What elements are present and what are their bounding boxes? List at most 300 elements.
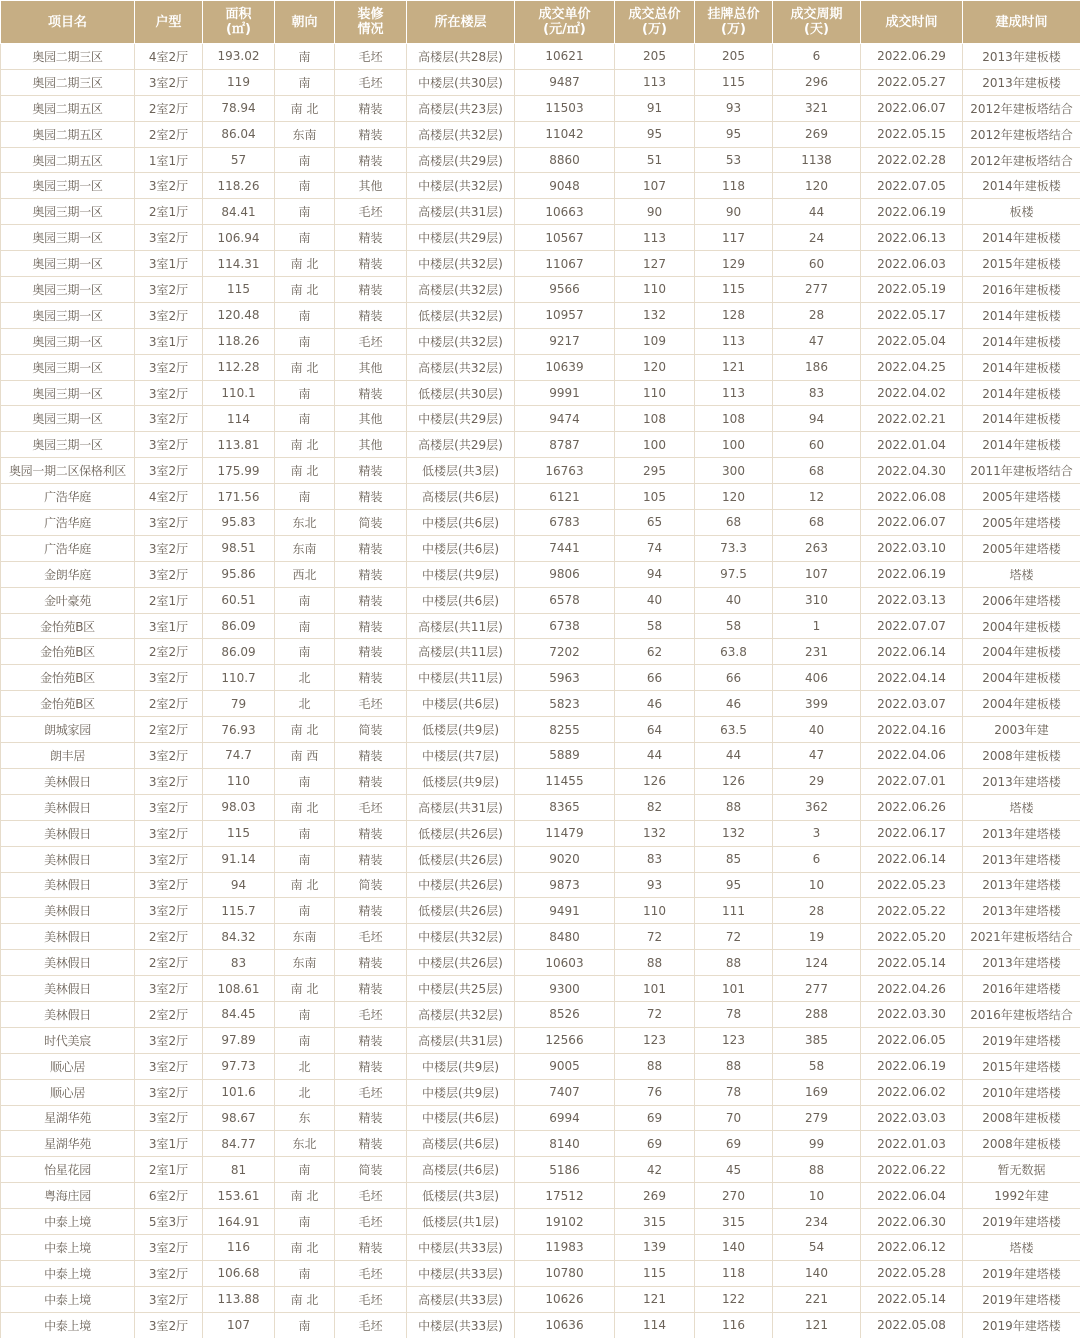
deal-date-cell: 2022.05.27 <box>861 69 963 95</box>
decoration-cell: 毛坯 <box>335 199 407 225</box>
layout-cell: 3室2厅 <box>135 1286 203 1312</box>
table-row <box>1 898 1080 924</box>
orientation-cell: 南 <box>275 44 335 70</box>
deal-date-cell: 2022.06.05 <box>861 1027 963 1053</box>
deal-date-cell: 2022.06.19 <box>861 561 963 587</box>
table-row <box>1 846 1080 872</box>
area-cell: 115.7 <box>203 898 275 924</box>
layout-cell: 3室2厅 <box>135 768 203 794</box>
deal-date-cell: 2022.06.04 <box>861 1183 963 1209</box>
listing-price-cell: 140 <box>695 1234 773 1260</box>
table-row <box>1 484 1080 510</box>
unit-price-cell: 10636 <box>515 1312 615 1338</box>
table-row <box>1 1027 1080 1053</box>
table-row <box>1 458 1080 484</box>
table-row <box>1 639 1080 665</box>
project-name-cell: 奥园三期一区 <box>1 380 135 406</box>
build-time-cell: 2014年建板楼 <box>963 173 1080 199</box>
build-time-cell: 1992年建 <box>963 1183 1080 1209</box>
total-price-cell: 72 <box>615 924 695 950</box>
total-price-cell: 139 <box>615 1234 695 1260</box>
deal-cycle-cell: 47 <box>773 328 861 354</box>
decoration-cell: 简装 <box>335 872 407 898</box>
project-name-cell: 粤海庄园 <box>1 1183 135 1209</box>
build-time-cell: 2012年建板塔结合 <box>963 147 1080 173</box>
orientation-cell: 东北 <box>275 1131 335 1157</box>
total-price-cell: 72 <box>615 1001 695 1027</box>
orientation-cell: 南 北 <box>275 1183 335 1209</box>
area-cell: 98.51 <box>203 535 275 561</box>
listing-price-cell: 101 <box>695 976 773 1002</box>
deal-date-cell: 2022.04.16 <box>861 717 963 743</box>
orientation-cell: 南 <box>275 199 335 225</box>
unit-price-cell: 17512 <box>515 1183 615 1209</box>
layout-cell: 2室2厅 <box>135 924 203 950</box>
decoration-cell: 毛坯 <box>335 328 407 354</box>
floor-cell: 中楼层(共25层) <box>407 976 515 1002</box>
area-cell: 108.61 <box>203 976 275 1002</box>
project-name-cell: 时代美宸 <box>1 1027 135 1053</box>
deal-cycle-cell: 99 <box>773 1131 861 1157</box>
total-price-cell: 46 <box>615 691 695 717</box>
header-row <box>1 1 1080 44</box>
deal-date-cell: 2022.05.28 <box>861 1260 963 1286</box>
area-cell: 153.61 <box>203 1183 275 1209</box>
deal-cycle-cell: 269 <box>773 121 861 147</box>
deal-cycle-cell: 231 <box>773 639 861 665</box>
table-row <box>1 950 1080 976</box>
layout-cell: 3室2厅 <box>135 225 203 251</box>
project-name-cell: 朗城家园 <box>1 717 135 743</box>
decoration-cell: 精装 <box>335 302 407 328</box>
decoration-cell: 毛坯 <box>335 69 407 95</box>
unit-price-cell: 9873 <box>515 872 615 898</box>
area-cell: 113.88 <box>203 1286 275 1312</box>
orientation-cell: 东南 <box>275 950 335 976</box>
listing-price-cell: 85 <box>695 846 773 872</box>
area-cell: 115 <box>203 820 275 846</box>
orientation-cell: 北 <box>275 1079 335 1105</box>
build-time-cell: 2013年建板楼 <box>963 69 1080 95</box>
deal-date-cell: 2022.07.05 <box>861 173 963 199</box>
area-cell: 97.89 <box>203 1027 275 1053</box>
floor-cell: 高楼层(共31层) <box>407 1027 515 1053</box>
deal-cycle-cell: 10 <box>773 872 861 898</box>
deal-cycle-cell: 19 <box>773 924 861 950</box>
layout-cell: 3室2厅 <box>135 820 203 846</box>
decoration-cell: 精装 <box>335 898 407 924</box>
unit-price-cell: 6738 <box>515 613 615 639</box>
unit-price-cell: 8787 <box>515 432 615 458</box>
total-price-cell: 114 <box>615 1312 695 1338</box>
area-cell: 86.09 <box>203 639 275 665</box>
unit-price-cell: 9491 <box>515 898 615 924</box>
total-price-cell: 109 <box>615 328 695 354</box>
decoration-cell: 毛坯 <box>335 1286 407 1312</box>
project-name-cell: 美林假日 <box>1 898 135 924</box>
decoration-cell: 精装 <box>335 147 407 173</box>
table-row <box>1 768 1080 794</box>
listing-price-cell: 95 <box>695 872 773 898</box>
table-row <box>1 665 1080 691</box>
listing-price-cell: 78 <box>695 1001 773 1027</box>
total-price-cell: 66 <box>615 665 695 691</box>
floor-cell: 高楼层(共32层) <box>407 121 515 147</box>
deal-cycle-cell: 28 <box>773 898 861 924</box>
area-cell: 76.93 <box>203 717 275 743</box>
unit-price-cell: 10780 <box>515 1260 615 1286</box>
unit-price-cell: 11042 <box>515 121 615 147</box>
floor-cell: 中楼层(共32层) <box>407 251 515 277</box>
unit-price-cell: 8526 <box>515 1001 615 1027</box>
header-total-price: 成交总价 (万) <box>615 1 695 44</box>
area-cell: 98.67 <box>203 1105 275 1131</box>
listing-price-cell: 46 <box>695 691 773 717</box>
floor-cell: 高楼层(共32层) <box>407 277 515 303</box>
table-row <box>1 820 1080 846</box>
decoration-cell: 精装 <box>335 846 407 872</box>
deal-date-cell: 2022.06.19 <box>861 1053 963 1079</box>
build-time-cell: 2004年建板楼 <box>963 665 1080 691</box>
total-price-cell: 88 <box>615 1053 695 1079</box>
project-name-cell: 中泰上境 <box>1 1260 135 1286</box>
unit-price-cell: 8365 <box>515 794 615 820</box>
build-time-cell: 2005年建塔楼 <box>963 510 1080 536</box>
orientation-cell: 南 <box>275 69 335 95</box>
table-row <box>1 1001 1080 1027</box>
decoration-cell: 其他 <box>335 354 407 380</box>
build-time-cell: 暂无数据 <box>963 1157 1080 1183</box>
listing-price-cell: 88 <box>695 794 773 820</box>
decoration-cell: 精装 <box>335 1234 407 1260</box>
deal-date-cell: 2022.05.04 <box>861 328 963 354</box>
project-name-cell: 中泰上境 <box>1 1209 135 1235</box>
orientation-cell: 南 北 <box>275 1286 335 1312</box>
deal-cycle-cell: 60 <box>773 432 861 458</box>
decoration-cell: 精装 <box>335 639 407 665</box>
layout-cell: 3室2厅 <box>135 1053 203 1079</box>
floor-cell: 高楼层(共6层) <box>407 1157 515 1183</box>
unit-price-cell: 8480 <box>515 924 615 950</box>
build-time-cell: 2005年建塔楼 <box>963 535 1080 561</box>
orientation-cell: 南 北 <box>275 872 335 898</box>
layout-cell: 6室2厅 <box>135 1183 203 1209</box>
table-row <box>1 95 1080 121</box>
deal-cycle-cell: 83 <box>773 380 861 406</box>
build-time-cell: 2014年建板楼 <box>963 432 1080 458</box>
build-time-cell: 2019年建塔楼 <box>963 1286 1080 1312</box>
area-cell: 95.86 <box>203 561 275 587</box>
header-deal-date: 成交时间 <box>861 1 963 44</box>
area-cell: 113.81 <box>203 432 275 458</box>
listing-price-cell: 300 <box>695 458 773 484</box>
area-cell: 86.09 <box>203 613 275 639</box>
total-price-cell: 91 <box>615 95 695 121</box>
project-name-cell: 中泰上境 <box>1 1312 135 1338</box>
layout-cell: 2室2厅 <box>135 121 203 147</box>
area-cell: 91.14 <box>203 846 275 872</box>
unit-price-cell: 8140 <box>515 1131 615 1157</box>
layout-cell: 2室2厅 <box>135 95 203 121</box>
table-row <box>1 328 1080 354</box>
deal-date-cell: 2022.06.07 <box>861 510 963 536</box>
project-name-cell: 美林假日 <box>1 768 135 794</box>
layout-cell: 2室1厅 <box>135 199 203 225</box>
orientation-cell: 南 <box>275 302 335 328</box>
deal-date-cell: 2022.02.21 <box>861 406 963 432</box>
build-time-cell: 2019年建塔楼 <box>963 1027 1080 1053</box>
project-name-cell: 奥园三期一区 <box>1 225 135 251</box>
area-cell: 114.31 <box>203 251 275 277</box>
listing-price-cell: 97.5 <box>695 561 773 587</box>
floor-cell: 低楼层(共1层) <box>407 1209 515 1235</box>
build-time-cell: 2013年建塔楼 <box>963 950 1080 976</box>
unit-price-cell: 19102 <box>515 1209 615 1235</box>
deal-date-cell: 2022.04.25 <box>861 354 963 380</box>
deal-cycle-cell: 47 <box>773 743 861 769</box>
orientation-cell: 东南 <box>275 121 335 147</box>
total-price-cell: 105 <box>615 484 695 510</box>
decoration-cell: 精装 <box>335 587 407 613</box>
deal-cycle-cell: 263 <box>773 535 861 561</box>
layout-cell: 3室2厅 <box>135 1105 203 1131</box>
build-time-cell: 2013年建塔楼 <box>963 846 1080 872</box>
layout-cell: 3室2厅 <box>135 173 203 199</box>
deal-date-cell: 2022.05.22 <box>861 898 963 924</box>
total-price-cell: 58 <box>615 613 695 639</box>
total-price-cell: 69 <box>615 1105 695 1131</box>
table-row <box>1 1157 1080 1183</box>
deal-cycle-cell: 234 <box>773 1209 861 1235</box>
unit-price-cell: 9020 <box>515 846 615 872</box>
deal-cycle-cell: 140 <box>773 1260 861 1286</box>
decoration-cell: 精装 <box>335 976 407 1002</box>
deal-cycle-cell: 362 <box>773 794 861 820</box>
total-price-cell: 113 <box>615 69 695 95</box>
build-time-cell: 2011年建板塔结合 <box>963 458 1080 484</box>
build-time-cell: 2004年建板楼 <box>963 613 1080 639</box>
listing-price-cell: 118 <box>695 173 773 199</box>
area-cell: 74.7 <box>203 743 275 769</box>
deal-cycle-cell: 310 <box>773 587 861 613</box>
decoration-cell: 毛坯 <box>335 1001 407 1027</box>
project-name-cell: 中泰上境 <box>1 1234 135 1260</box>
deal-date-cell: 2022.06.12 <box>861 1234 963 1260</box>
orientation-cell: 东北 <box>275 510 335 536</box>
area-cell: 110.1 <box>203 380 275 406</box>
layout-cell: 3室2厅 <box>135 458 203 484</box>
decoration-cell: 毛坯 <box>335 924 407 950</box>
project-name-cell: 奥园三期一区 <box>1 251 135 277</box>
orientation-cell: 南 <box>275 484 335 510</box>
table-body <box>1 44 1080 1338</box>
header-orientation: 朝向 <box>275 1 335 44</box>
project-name-cell: 美林假日 <box>1 846 135 872</box>
header-layout: 户型 <box>135 1 203 44</box>
build-time-cell: 2019年建塔楼 <box>963 1260 1080 1286</box>
floor-cell: 低楼层(共30层) <box>407 380 515 406</box>
build-time-cell: 2008年建板楼 <box>963 743 1080 769</box>
table-row <box>1 225 1080 251</box>
listing-price-cell: 121 <box>695 354 773 380</box>
listing-price-cell: 88 <box>695 950 773 976</box>
build-time-cell: 塔楼 <box>963 1234 1080 1260</box>
build-time-cell: 2004年建板楼 <box>963 639 1080 665</box>
orientation-cell: 南 <box>275 820 335 846</box>
total-price-cell: 51 <box>615 147 695 173</box>
layout-cell: 3室1厅 <box>135 613 203 639</box>
orientation-cell: 南 北 <box>275 717 335 743</box>
unit-price-cell: 11983 <box>515 1234 615 1260</box>
table-row <box>1 354 1080 380</box>
area-cell: 84.32 <box>203 924 275 950</box>
unit-price-cell: 7441 <box>515 535 615 561</box>
table-row <box>1 794 1080 820</box>
total-price-cell: 95 <box>615 121 695 147</box>
layout-cell: 3室2厅 <box>135 1260 203 1286</box>
decoration-cell: 精装 <box>335 251 407 277</box>
floor-cell: 中楼层(共33层) <box>407 1260 515 1286</box>
table-row <box>1 1183 1080 1209</box>
project-name-cell: 美林假日 <box>1 872 135 898</box>
deal-date-cell: 2022.04.26 <box>861 976 963 1002</box>
unit-price-cell: 11067 <box>515 251 615 277</box>
floor-cell: 低楼层(共26层) <box>407 898 515 924</box>
total-price-cell: 64 <box>615 717 695 743</box>
project-name-cell: 奥园三期一区 <box>1 302 135 328</box>
layout-cell: 2室2厅 <box>135 1001 203 1027</box>
orientation-cell: 南 北 <box>275 354 335 380</box>
area-cell: 95.83 <box>203 510 275 536</box>
floor-cell: 高楼层(共6层) <box>407 1131 515 1157</box>
total-price-cell: 90 <box>615 199 695 225</box>
deal-date-cell: 2022.05.14 <box>861 1286 963 1312</box>
project-name-cell: 奥园三期一区 <box>1 406 135 432</box>
decoration-cell: 精装 <box>335 458 407 484</box>
deal-date-cell: 2022.05.15 <box>861 121 963 147</box>
build-time-cell: 2013年建塔楼 <box>963 820 1080 846</box>
listing-price-cell: 68 <box>695 510 773 536</box>
layout-cell: 2室2厅 <box>135 950 203 976</box>
table-row <box>1 1079 1080 1105</box>
area-cell: 81 <box>203 1157 275 1183</box>
layout-cell: 3室2厅 <box>135 510 203 536</box>
unit-price-cell: 9005 <box>515 1053 615 1079</box>
orientation-cell: 南 <box>275 1260 335 1286</box>
layout-cell: 3室2厅 <box>135 1079 203 1105</box>
total-price-cell: 120 <box>615 354 695 380</box>
deal-date-cell: 2022.02.28 <box>861 147 963 173</box>
listing-price-cell: 113 <box>695 380 773 406</box>
unit-price-cell: 6121 <box>515 484 615 510</box>
total-price-cell: 108 <box>615 406 695 432</box>
layout-cell: 3室2厅 <box>135 432 203 458</box>
orientation-cell: 北 <box>275 665 335 691</box>
floor-cell: 中楼层(共30层) <box>407 69 515 95</box>
decoration-cell: 精装 <box>335 121 407 147</box>
deal-cycle-cell: 107 <box>773 561 861 587</box>
area-cell: 84.77 <box>203 1131 275 1157</box>
unit-price-cell: 10639 <box>515 354 615 380</box>
project-name-cell: 金朗华庭 <box>1 561 135 587</box>
layout-cell: 3室2厅 <box>135 535 203 561</box>
listing-price-cell: 53 <box>695 147 773 173</box>
total-price-cell: 94 <box>615 561 695 587</box>
floor-cell: 中楼层(共9层) <box>407 1079 515 1105</box>
orientation-cell: 南 <box>275 846 335 872</box>
floor-cell: 中楼层(共29层) <box>407 406 515 432</box>
layout-cell: 4室2厅 <box>135 484 203 510</box>
orientation-cell: 南 <box>275 406 335 432</box>
orientation-cell: 北 <box>275 1053 335 1079</box>
table-row <box>1 277 1080 303</box>
unit-price-cell: 9566 <box>515 277 615 303</box>
orientation-cell: 南 <box>275 1209 335 1235</box>
orientation-cell: 北 <box>275 691 335 717</box>
decoration-cell: 精装 <box>335 665 407 691</box>
listing-price-cell: 118 <box>695 1260 773 1286</box>
deal-date-cell: 2022.04.06 <box>861 743 963 769</box>
decoration-cell: 精装 <box>335 1053 407 1079</box>
decoration-cell: 毛坯 <box>335 691 407 717</box>
orientation-cell: 南 北 <box>275 432 335 458</box>
floor-cell: 中楼层(共6层) <box>407 1105 515 1131</box>
header-unit-price: 成交单价 (元/㎡) <box>515 1 615 44</box>
table-row <box>1 1312 1080 1338</box>
total-price-cell: 110 <box>615 380 695 406</box>
unit-price-cell: 11479 <box>515 820 615 846</box>
area-cell: 83 <box>203 950 275 976</box>
total-price-cell: 101 <box>615 976 695 1002</box>
listing-price-cell: 126 <box>695 768 773 794</box>
area-cell: 164.91 <box>203 1209 275 1235</box>
unit-price-cell: 8860 <box>515 147 615 173</box>
orientation-cell: 南 <box>275 225 335 251</box>
unit-price-cell: 5823 <box>515 691 615 717</box>
layout-cell: 3室2厅 <box>135 743 203 769</box>
listing-price-cell: 117 <box>695 225 773 251</box>
build-time-cell: 2013年建板楼 <box>963 44 1080 70</box>
deal-cycle-cell: 68 <box>773 510 861 536</box>
deal-cycle-cell: 29 <box>773 768 861 794</box>
area-cell: 57 <box>203 147 275 173</box>
decoration-cell: 精装 <box>335 768 407 794</box>
project-name-cell: 广浩华庭 <box>1 510 135 536</box>
project-name-cell: 金怡苑B区 <box>1 665 135 691</box>
area-cell: 114 <box>203 406 275 432</box>
total-price-cell: 269 <box>615 1183 695 1209</box>
decoration-cell: 简装 <box>335 1157 407 1183</box>
layout-cell: 5室3厅 <box>135 1209 203 1235</box>
deal-cycle-cell: 6 <box>773 846 861 872</box>
deal-cycle-cell: 288 <box>773 1001 861 1027</box>
total-price-cell: 295 <box>615 458 695 484</box>
listing-price-cell: 88 <box>695 1053 773 1079</box>
area-cell: 106.94 <box>203 225 275 251</box>
deal-date-cell: 2022.07.07 <box>861 613 963 639</box>
build-time-cell: 2010年建塔楼 <box>963 1079 1080 1105</box>
total-price-cell: 123 <box>615 1027 695 1053</box>
total-price-cell: 126 <box>615 768 695 794</box>
deal-cycle-cell: 44 <box>773 199 861 225</box>
project-name-cell: 美林假日 <box>1 820 135 846</box>
floor-cell: 高楼层(共31层) <box>407 199 515 225</box>
orientation-cell: 南 <box>275 328 335 354</box>
orientation-cell: 南 西 <box>275 743 335 769</box>
decoration-cell: 毛坯 <box>335 1260 407 1286</box>
floor-cell: 中楼层(共6层) <box>407 587 515 613</box>
total-price-cell: 315 <box>615 1209 695 1235</box>
